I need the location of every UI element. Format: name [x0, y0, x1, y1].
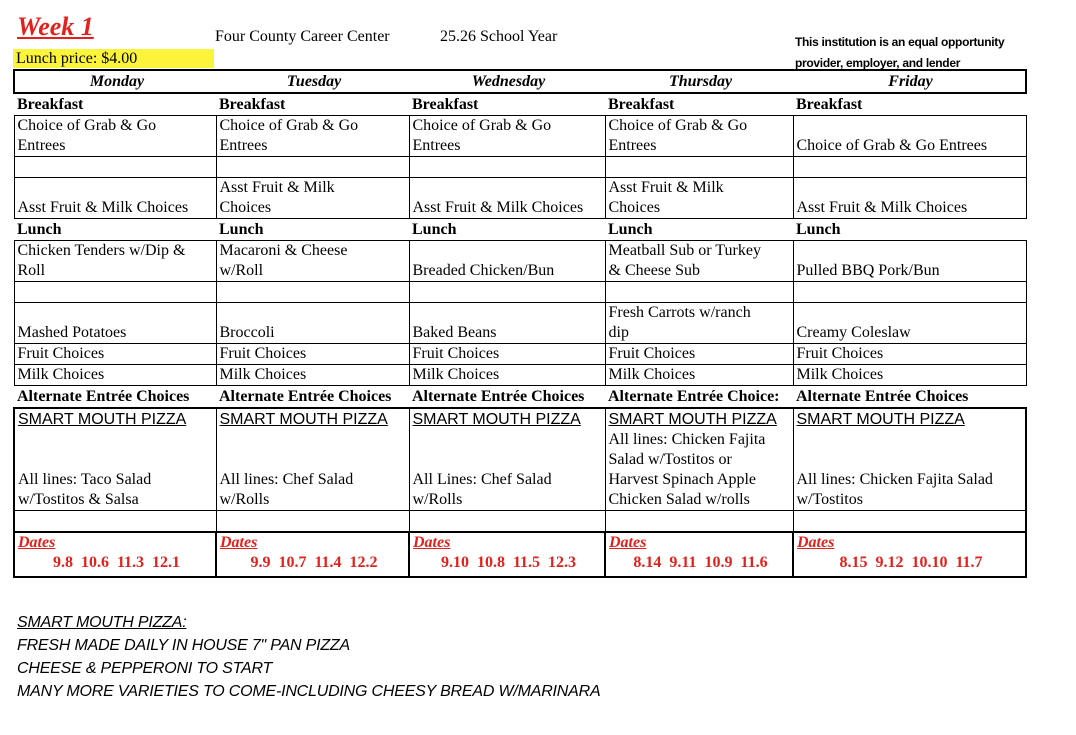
blank-cell — [793, 511, 1026, 533]
day-monday — [14, 70, 216, 93]
blank-cell — [216, 157, 409, 178]
lunch-side-monday-line — [18, 303, 216, 323]
all-lines-wednesday — [409, 430, 605, 511]
lunch-heading-line: Lunch — [796, 221, 841, 238]
blank-cell — [605, 282, 793, 303]
lunch-entree-wednesday — [409, 241, 605, 282]
lunch-entree-monday — [14, 241, 216, 282]
school-name: Four County Career Center — [215, 28, 390, 45]
breakfast-heading-line: Breakfast — [412, 96, 479, 113]
lunch-heading-line: Lunch — [608, 221, 653, 238]
lunch-fruit-row — [14, 344, 1026, 365]
breakfast-heading — [605, 93, 793, 116]
lunch-side-wednesday-line: Baked Beans — [412, 324, 497, 341]
menu-table — [13, 69, 1027, 578]
day-monday-line: Monday — [89, 73, 145, 90]
lunch-entree-thursday — [605, 241, 793, 282]
all-lines-wednesday-line: w/Rolls — [412, 491, 463, 508]
all-lines-monday — [14, 430, 216, 511]
lunch-side-friday-line — [797, 303, 1026, 323]
blank-cell — [409, 157, 605, 178]
alternate-heading-thursday-line: Alternate Entrée Choice: — [608, 388, 780, 405]
breakfast-fruit-milk-tuesday-line: Choices — [219, 199, 272, 216]
breakfast-heading-line: Breakfast — [608, 96, 675, 113]
all-lines-wednesday-line — [413, 430, 605, 450]
breakfast-fruit-milk-wednesday-line: Asst Fruit & Milk Choices — [412, 199, 584, 216]
alternate-heading-monday-line: Alternate Entrée Choices — [17, 388, 190, 405]
dates-label: Dates — [413, 534, 451, 551]
breakfast-entree-tuesday-line: Choice of Grab & Go — [219, 117, 359, 134]
breakfast-entree-friday — [793, 116, 1026, 157]
alternate-heading-thursday — [605, 386, 793, 409]
breakfast-heading — [216, 93, 409, 116]
pizza-wednesday-line: SMART MOUTH PIZZA — [412, 411, 581, 428]
lunch-heading — [793, 219, 1026, 241]
all-lines-thursday-line: All lines: Chicken Fajita — [608, 431, 766, 448]
note-fresh-made: FRESH MADE DAILY IN HOUSE 7" PAN PIZZA — [17, 637, 350, 654]
all-lines-tuesday-line: w/Rolls — [219, 491, 270, 508]
breakfast-fruit-milk-monday — [14, 178, 216, 219]
day-friday-line: Friday — [888, 73, 933, 90]
lunch-heading-line: Lunch — [412, 221, 457, 238]
breakfast-fruit-milk-wednesday-line — [413, 178, 605, 198]
all-lines-tuesday-line — [220, 450, 409, 470]
lunch-heading — [605, 219, 793, 241]
dates-values: 9.8 10.6 11.3 12.1 — [52, 554, 181, 571]
dates-values: 8.14 9.11 10.9 11.6 — [633, 554, 768, 571]
alternate-heading-friday — [793, 386, 1026, 409]
blank-cell — [216, 511, 409, 533]
breakfast-entree-row — [14, 116, 1026, 157]
lunch-milk-thursday — [605, 365, 793, 386]
pizza-wednesday — [409, 408, 605, 430]
lunch-entree-wednesday-line: Breaded Chicken/Bun — [412, 262, 555, 279]
breakfast-fruit-milk-thursday — [605, 178, 793, 219]
breakfast-fruit-milk-wednesday — [409, 178, 605, 219]
breakfast-fruit-milk-row — [14, 178, 1026, 219]
blank-cell — [14, 157, 216, 178]
alternate-heading-row — [14, 386, 1026, 409]
all-lines-monday-line: w/Tostitos & Salsa — [18, 491, 139, 508]
breakfast-entree-monday — [14, 116, 216, 157]
breakfast-fruit-milk-thursday-line: Asst Fruit & Milk — [608, 179, 724, 196]
lunch-side-thursday-line: dip — [608, 324, 629, 341]
breakfast-heading-line: Breakfast — [17, 96, 84, 113]
dates-values: 9.9 10.7 11.4 12.2 — [250, 554, 378, 571]
lunch-entree-thursday-line: & Cheese Sub — [608, 262, 701, 279]
eeo-line-2: provider, employer, and lender — [795, 56, 961, 70]
breakfast-entree-friday-line — [797, 116, 1026, 136]
lunch-entree-monday-line: Chicken Tenders w/Dip & — [17, 242, 186, 259]
breakfast-entree-wednesday — [409, 116, 605, 157]
day-friday — [793, 70, 1026, 93]
lunch-heading — [409, 219, 605, 241]
lunch-fruit-thursday — [605, 344, 793, 365]
lunch-milk-row — [14, 365, 1026, 386]
breakfast-fruit-milk-thursday-line: Choices — [608, 199, 661, 216]
pizza-thursday-line: SMART MOUTH PIZZA — [608, 411, 777, 428]
dates-friday — [793, 532, 1026, 577]
blank-cell — [605, 157, 793, 178]
lunch-blank-row — [14, 282, 1026, 303]
breakfast-entree-thursday — [605, 116, 793, 157]
lunch-entree-friday-line — [797, 241, 1026, 261]
breakfast-entree-thursday-line: Entrees — [608, 137, 657, 154]
alternate-heading-friday-line: Alternate Entrée Choices — [796, 388, 969, 405]
lunch-side-row — [14, 303, 1026, 344]
dates-row — [14, 532, 1026, 577]
lunch-milk-thursday-line: Milk Choices — [608, 366, 696, 383]
lunch-entree-thursday-line: Meatball Sub or Turkey — [608, 242, 761, 259]
blank-cell — [793, 157, 1026, 178]
dates-label: Dates — [220, 534, 258, 551]
alternate-blank-row — [14, 511, 1026, 533]
note-cheese-pepperoni: CHEESE & PEPPERONI TO START — [17, 660, 273, 677]
day-tuesday-line: Tuesday — [286, 73, 342, 90]
dates-monday — [14, 532, 216, 577]
lunch-side-monday — [14, 303, 216, 344]
lunch-heading — [216, 219, 409, 241]
lunch-milk-friday — [793, 365, 1026, 386]
lunch-side-friday — [793, 303, 1026, 344]
breakfast-heading — [14, 93, 216, 116]
lunch-milk-monday-line: Milk Choices — [17, 366, 105, 383]
lunch-milk-tuesday-line: Milk Choices — [219, 366, 307, 383]
breakfast-entree-tuesday — [216, 116, 409, 157]
day-header-row — [14, 70, 1026, 93]
all-lines-tuesday-line: All lines: Chef Salad — [219, 471, 354, 488]
lunch-side-thursday-line: Fresh Carrots w/ranch — [608, 304, 751, 321]
lunch-fruit-monday-line: Fruit Choices — [17, 345, 105, 362]
all-lines-monday-line: All lines: Taco Salad — [18, 471, 152, 488]
all-lines-thursday — [605, 430, 793, 511]
blank-cell — [216, 282, 409, 303]
all-lines-monday-line — [18, 450, 216, 470]
breakfast-fruit-milk-friday — [793, 178, 1026, 219]
day-wednesday — [409, 70, 605, 93]
lunch-heading-line: Lunch — [17, 221, 62, 238]
alternate-heading-monday — [14, 386, 216, 409]
lunch-milk-friday-line: Milk Choices — [796, 366, 884, 383]
week-title: Week 1 — [17, 12, 94, 41]
note-pizza-title: SMART MOUTH PIZZA: — [17, 614, 187, 631]
breakfast-fruit-milk-monday-line: Asst Fruit & Milk Choices — [17, 199, 189, 216]
breakfast-entree-thursday-line: Choice of Grab & Go — [608, 117, 748, 134]
pizza-tuesday-line: SMART MOUTH PIZZA — [219, 411, 388, 428]
blank-cell — [409, 282, 605, 303]
alternate-heading-wednesday-line: Alternate Entrée Choices — [412, 388, 585, 405]
lunch-entree-friday — [793, 241, 1026, 282]
lunch-fruit-friday — [793, 344, 1026, 365]
blank-cell — [409, 511, 605, 533]
breakfast-blank-row — [14, 157, 1026, 178]
eeo-line-1: This institution is an equal opportunity — [795, 35, 1005, 49]
lunch-fruit-wednesday-line: Fruit Choices — [412, 345, 500, 362]
all-lines-wednesday-line: All Lines: Chef Salad — [412, 471, 552, 488]
all-lines-friday-line: w/Tostitos — [796, 491, 863, 508]
all-lines-friday-line — [797, 430, 1026, 450]
lunch-milk-wednesday — [409, 365, 605, 386]
school-year: 25.26 School Year — [440, 28, 558, 45]
breakfast-entree-monday-line: Choice of Grab & Go — [17, 117, 157, 134]
eeo-statement — [795, 32, 1004, 74]
alternate-heading-tuesday — [216, 386, 409, 409]
all-lines-thursday-line: Salad w/Tostitos or — [608, 451, 732, 468]
breakfast-fruit-milk-tuesday-line: Asst Fruit & Milk — [219, 179, 335, 196]
breakfast-heading-row — [14, 93, 1026, 116]
dates-label: Dates — [609, 534, 647, 551]
all-lines-wednesday-line — [413, 450, 605, 470]
all-lines-row — [14, 430, 1026, 511]
lunch-heading-line: Lunch — [219, 221, 264, 238]
dates-label: Dates — [18, 534, 56, 551]
breakfast-heading — [793, 93, 1026, 116]
lunch-entree-tuesday-line: Macaroni & Cheese — [219, 242, 348, 259]
breakfast-fruit-milk-friday-line — [797, 178, 1026, 198]
pizza-monday — [14, 408, 216, 430]
breakfast-heading-line: Breakfast — [796, 96, 863, 113]
lunch-side-friday-line: Creamy Coleslaw — [796, 324, 911, 341]
lunch-side-tuesday-line: Broccoli — [219, 324, 275, 341]
lunch-fruit-wednesday — [409, 344, 605, 365]
note-more-varieties: MANY MORE VARIETIES TO COME-INCLUDING CHEESY BREAD W/MARINARA — [17, 683, 601, 700]
lunch-fruit-thursday-line: Fruit Choices — [608, 345, 696, 362]
breakfast-entree-wednesday-line: Entrees — [412, 137, 461, 154]
lunch-milk-tuesday — [216, 365, 409, 386]
day-thursday — [605, 70, 793, 93]
dates-label: Dates — [797, 534, 835, 551]
lunch-fruit-tuesday — [216, 344, 409, 365]
all-lines-thursday-line: Chicken Salad w/rolls — [608, 491, 750, 508]
all-lines-friday-line — [797, 450, 1026, 470]
breakfast-fruit-milk-tuesday — [216, 178, 409, 219]
lunch-side-wednesday — [409, 303, 605, 344]
dates-thursday — [605, 532, 793, 577]
blank-cell — [605, 511, 793, 533]
lunch-heading-row — [14, 219, 1026, 241]
breakfast-fruit-milk-monday-line — [18, 178, 216, 198]
all-lines-friday-line: All lines: Chicken Fajita Salad — [796, 471, 993, 488]
breakfast-entree-wednesday-line: Choice of Grab & Go — [412, 117, 552, 134]
lunch-milk-wednesday-line: Milk Choices — [412, 366, 500, 383]
breakfast-heading-line: Breakfast — [219, 96, 286, 113]
blank-cell — [14, 282, 216, 303]
day-thursday-line: Thursday — [668, 73, 733, 90]
alternate-heading-wednesday — [409, 386, 605, 409]
lunch-side-thursday — [605, 303, 793, 344]
dates-values: 9.10 10.8 11.5 12.3 — [440, 554, 577, 571]
all-lines-tuesday — [216, 430, 409, 511]
lunch-entree-row — [14, 241, 1026, 282]
pizza-friday-line: SMART MOUTH PIZZA — [796, 411, 965, 428]
pizza-tuesday — [216, 408, 409, 430]
pizza-monday-line: SMART MOUTH PIZZA — [18, 411, 187, 428]
breakfast-fruit-milk-friday-line: Asst Fruit & Milk Choices — [796, 199, 968, 216]
all-lines-thursday-line: Harvest Spinach Apple — [608, 471, 757, 488]
lunch-heading — [14, 219, 216, 241]
lunch-side-wednesday-line — [413, 303, 605, 323]
all-lines-tuesday-line — [220, 430, 409, 450]
dates-tuesday — [216, 532, 409, 577]
breakfast-entree-tuesday-line: Entrees — [219, 137, 268, 154]
lunch-price: Lunch price: $4.00 — [13, 49, 214, 68]
alternate-heading-tuesday-line: Alternate Entrée Choices — [219, 388, 392, 405]
pizza-friday — [793, 408, 1026, 430]
lunch-fruit-monday — [14, 344, 216, 365]
pizza-row — [14, 408, 1026, 430]
lunch-entree-tuesday-line: w/Roll — [219, 262, 264, 279]
breakfast-heading — [409, 93, 605, 116]
lunch-side-tuesday — [216, 303, 409, 344]
lunch-fruit-tuesday-line: Fruit Choices — [219, 345, 307, 362]
dates-values: 8.15 9.12 10.10 11.7 — [839, 554, 983, 571]
lunch-entree-monday-line: Roll — [17, 262, 46, 279]
pizza-thursday — [605, 408, 793, 430]
all-lines-friday — [793, 430, 1026, 511]
blank-cell — [793, 282, 1026, 303]
dates-wednesday — [409, 532, 605, 577]
all-lines-monday-line — [18, 430, 216, 450]
lunch-entree-tuesday — [216, 241, 409, 282]
day-wednesday-line: Wednesday — [471, 73, 546, 90]
lunch-entree-wednesday-line — [413, 241, 605, 261]
lunch-side-monday-line: Mashed Potatoes — [17, 324, 127, 341]
lunch-entree-friday-line: Pulled BBQ Pork/Bun — [796, 262, 940, 279]
day-tuesday — [216, 70, 409, 93]
lunch-milk-monday — [14, 365, 216, 386]
breakfast-entree-monday-line: Entrees — [17, 137, 66, 154]
breakfast-entree-friday-line: Choice of Grab & Go Entrees — [796, 137, 988, 154]
lunch-fruit-friday-line: Fruit Choices — [796, 345, 884, 362]
blank-cell — [14, 511, 216, 533]
lunch-side-tuesday-line — [220, 303, 409, 323]
